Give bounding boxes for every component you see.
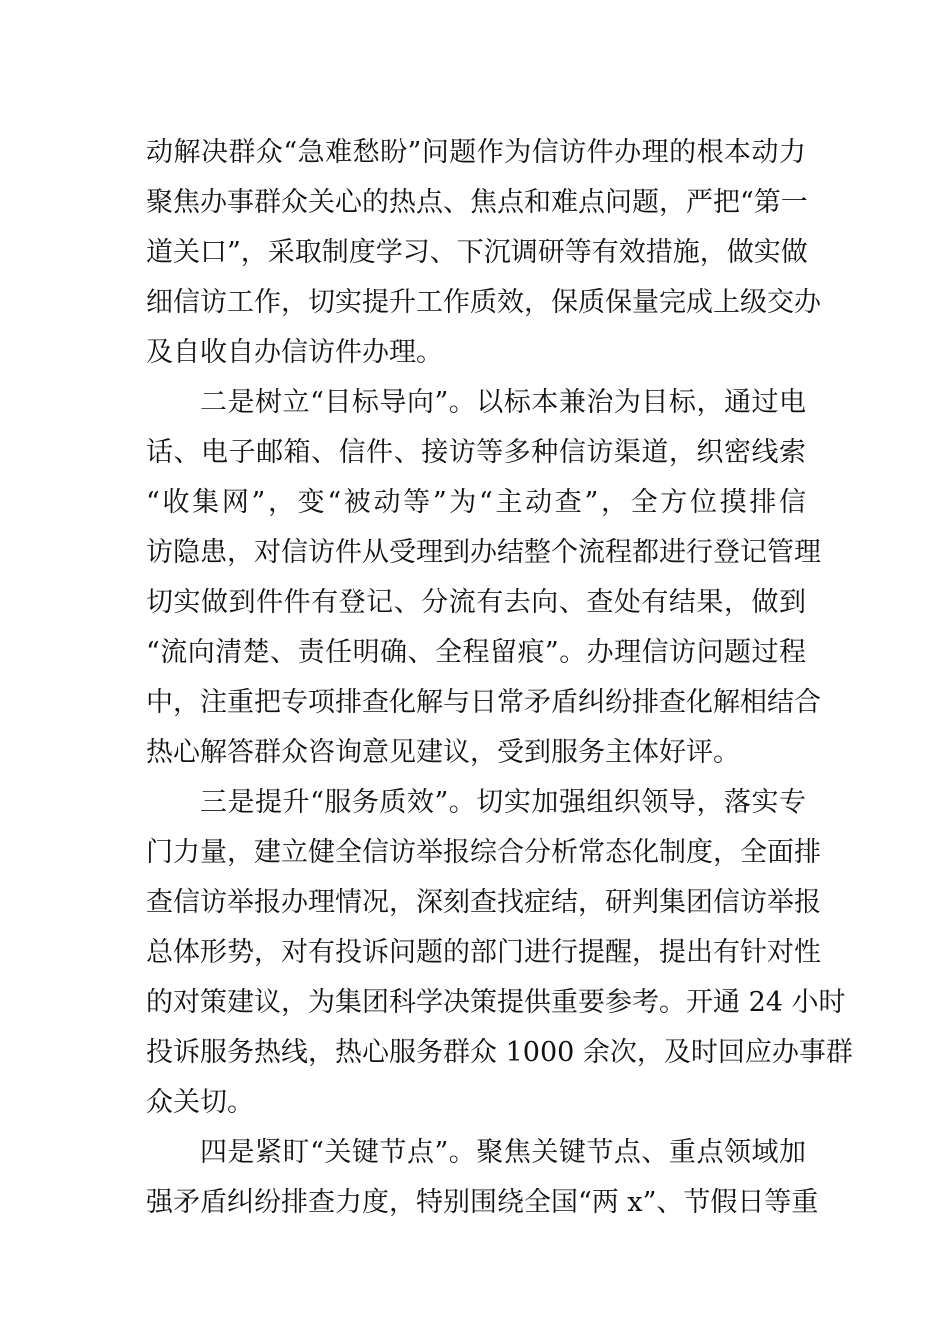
text-line: 二是树立“目标导向”。以标本兼治为目标，通过电	[200, 387, 806, 418]
text-line: 细信访工作，切实提升工作质效，保质保量完成上级交办	[146, 287, 821, 318]
text-line: 门力量，建立健全信访举报综合分析常态化制度，全面排	[146, 837, 821, 868]
paragraph-target-orientation	[146, 378, 821, 778]
text-line: 四是紧盯“关键节点”。聚焦关键节点、重点领域加	[200, 1137, 806, 1168]
text-line: “流向清楚、责任明确、全程留痕”。办理信访问题过程	[146, 637, 806, 668]
text-line: 话、电子邮箱、信件、接访等多种信访渠道，织密线索	[146, 437, 806, 468]
text-line: 三是提升“服务质效”。切实加强组织领导，落实专	[200, 787, 806, 818]
paragraph-key-nodes	[146, 1128, 819, 1228]
text-line: 动解决群众“急难愁盼”问题作为信访件办理的根本动力	[146, 137, 806, 168]
text-line: 访隐患，对信访件从受理到办结整个流程都进行登记管理	[146, 537, 821, 568]
text-line: 及自收自办信访件办理。	[146, 337, 443, 368]
text-line: 中，注重把专项排查化解与日常矛盾纠纷排查化解相结合	[146, 687, 821, 718]
text-line: “收集网”，变“被动等”为“主动查”，全方位摸排信	[146, 487, 806, 518]
text-line: 投诉服务热线，热心服务群众 1000 余次，及时回应办事群	[146, 1037, 853, 1068]
text-line: 切实做到件件有登记、分流有去向、查处有结果，做到	[146, 587, 806, 618]
text-line: 的对策建议，为集团科学决策提供重要参考。开通 24 小时	[146, 987, 846, 1018]
text-line: 强矛盾纠纷排查力度，特别围绕全国“两 x”、节假日等重	[146, 1187, 819, 1218]
document-body	[146, 128, 853, 1228]
text-line: 道关口”，采取制度学习、下沉调研等有效措施，做实做	[146, 237, 808, 268]
text-line: 聚焦办事群众关心的热点、焦点和难点问题，严把“第一	[146, 187, 808, 218]
paragraph-continuation	[146, 128, 821, 378]
text-line: 热心解答群众咨询意见建议，受到服务主体好评。	[146, 737, 740, 768]
text-line: 查信访举报办理情况，深刻查找症结，研判集团信访举报	[146, 887, 821, 918]
text-line: 总体形势，对有投诉问题的部门进行提醒，提出有针对性	[146, 937, 821, 968]
text-line: 众关切。	[146, 1087, 254, 1118]
paragraph-service-quality	[146, 778, 853, 1128]
